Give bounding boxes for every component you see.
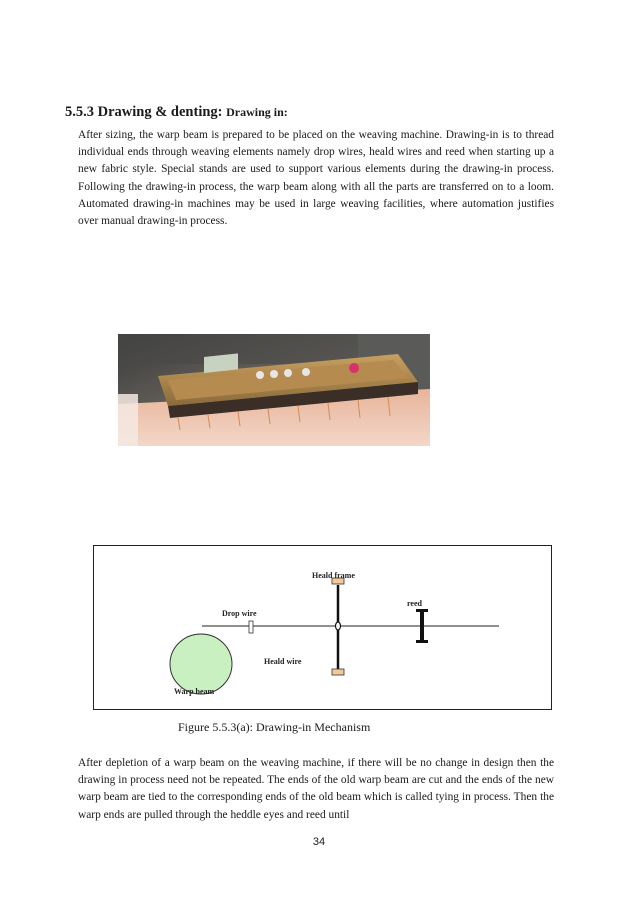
reed-bottom [416,640,428,643]
intro-paragraph: After sizing, the warp beam is prepared to be placed on the weaving machine. Drawing-in is to thread individual ends through weaving elements namely drop wires, heald wires and reed when starting up a new fabric style. Special stands are used to support various elements during the drawing-in process. Following the drawing-in process, the warp beam along with all the parts are transferred on to a loom. Automated drawing-in machines may be used in large weaving facilities, where automation justifies over manual drawing-in process. [78,129,554,228]
label-heald-wire: Heald wire [264,657,302,666]
drawing-in-machine-photo [118,334,430,446]
warp-beam-shape [170,634,232,694]
heald-frame-bottom-cap [332,669,344,675]
figure-caption: Figure 5.5.3(a): Drawing-in Mechanism [178,720,371,734]
heddle-eye [336,622,341,630]
section-heading [65,104,585,121]
label-warp-beam: Warp beam [174,687,215,696]
diagram-graphic [94,546,553,711]
machine-photo-graphic [118,334,430,446]
label-drop-wire: Drop wire [222,609,257,618]
tying-in-paragraph: After depletion of a warp beam on the weaving machine, if there will be no change in design then the drawing in process need not be repeated. The ends of the old warp beam are cut and the ends of the new warp beam are tied to the corresponding ends of the old beam which is called tying in process. Then the warp ends are pulled through the heddle eyes and reed until [78,757,554,821]
label-reed: reed [407,599,422,608]
drawing-in-diagram [93,545,552,710]
drop-wire-mark [249,621,253,633]
reed-top [416,609,428,612]
section-title: 5.5.3 Drawing & denting: [65,104,223,120]
section-subtitle: Drawing in: [226,105,288,119]
label-heald-frame: Heald frame [312,571,355,580]
page-number: 34 [312,836,326,848]
